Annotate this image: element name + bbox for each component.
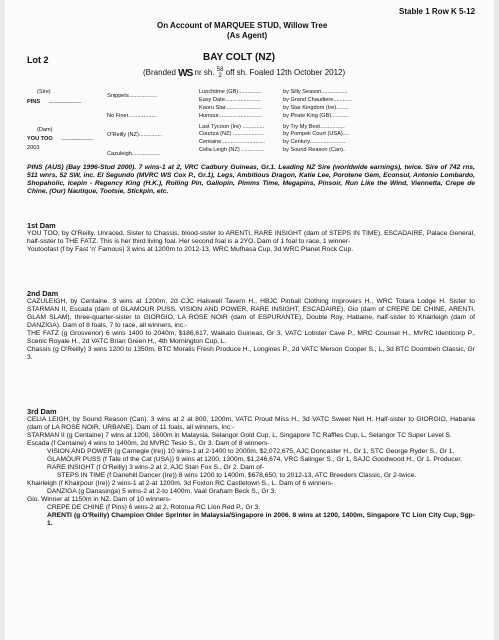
g4-item: by Sound Reason (Can).. — [283, 147, 347, 154]
brand-suffix: off sh. Foaled 12th October 2012) — [225, 68, 346, 78]
lot-title: BAY COLT (NZ) — [203, 52, 276, 63]
second-dam-progeny: Chassis (g O'Reilly) 3 wins 1200 to 1350m, BTC Moralis Fresh Produce H., Longines P., 2d VATC Merson Cooper S., L, 3d BTC Doomben Classic, Gr 3. — [27, 346, 475, 361]
brand-fraction-bottom: 2 — [218, 73, 222, 79]
sire-name: PINS — [27, 99, 41, 105]
dam-foaled-year: 2003 — [27, 145, 40, 151]
g3-item: Kaoru Star....................... — [199, 104, 262, 111]
third-dam-progeny: ARENTI (g O'Reilly) Champion Older Sprinter in Malaysia/Singapore in 2006. 8 wins at 1200, 1400m, Singapore TC Lion City Cup, Sgp-1. — [47, 512, 475, 527]
third-dam-progeny: Gio. Winner at 1150m in NZ. Dam of 10 winners- — [27, 496, 172, 503]
brand-mid: nr sh. — [194, 68, 215, 78]
g3-item: Courtza (NZ) .................... — [199, 131, 264, 138]
g3-item: Lunchtime (GB)............... — [199, 89, 262, 95]
g3-item: Last Tycoon (Ire) .............. — [199, 123, 265, 130]
sire-label: (Sire) — [37, 89, 51, 95]
grandsire-2: O'Reilly (NZ)............... — [107, 132, 163, 138]
catalogue-page — [5, 0, 494, 640]
third-dam-progeny: Escada (f Centaine) 4 wins to 1400m, 2d MVRC Tesio S., Gr 3. Dam of 8 winners- — [27, 440, 270, 447]
third-dam-progeny: VISION AND POWER (g Carnegie (Ire)) 10 wins-1 at 2-1400 to 2000m, $2,072,675, AJC Doncaster H., Gr 1, STC George Ryder S., Gr 1. — [47, 448, 455, 455]
brand-fraction — [217, 67, 224, 79]
g4-list — [283, 89, 352, 155]
granddam-1: No Finer.................. — [107, 113, 157, 119]
first-dam-text: YOU TOO, by O'Reilly. Unraced. Sister to Chassis, blood-sister to ARENTI, RARE INSIGHT (dam of STEPS IN TIME), ESCADAIRE, Palace General, half-sister to THE FATZ. This is her third living foal. Her second foal is a 2YO. Dam of 1 foal to race, 1 winner- — [27, 230, 475, 245]
sire-dots: .............................. — [49, 99, 81, 105]
lot-number: Lot 2 — [27, 55, 49, 65]
g3-list — [199, 89, 265, 155]
third-dam-progeny: STARMAN II (g Centaine) 7 wins at 1200, 1600m in Malaysia, Selangor Gold Cup, L, Singapore TC Raffles Cup, L, Selangor TC Super Level S. — [27, 432, 452, 439]
first-dam-section — [27, 218, 475, 254]
vendor-line: On Account of MARQUEE STUD, Willow Tree — [157, 21, 328, 30]
g3-item: Humour............................ — [199, 112, 263, 119]
g4-item: by Century....................... — [283, 139, 346, 146]
brand-fraction-top: 58 — [216, 67, 224, 73]
third-dam-progeny: RARE INSIGHT (f O'Reilly) 3 wins-2 at 2, AJC Stan Fox S., Gr 2. Dam of- — [47, 464, 265, 471]
brand-mark: WS — [178, 68, 193, 80]
g4-item: by Try My Best................ — [283, 123, 345, 130]
third-dam-progeny: STEPS IN TIME (f Danehill Dancer (Ire)) 8 wins 1200 to 1400m, $678,650, to 2012-13, ATC Breeders Classic, Gr 2-twice. — [57, 472, 417, 479]
granddam-2: Cazuleigh.................. — [107, 151, 160, 157]
second-dam-text: CAZULEIGH, by Centaine. 3 wins at 1200m, 2d CJC Halswell Tavern H., HBJC Pinball Clothing Improvers H., WRC Totara Lodge H. Sister to STARMAN II, Escada (dam of GLAMOUR PUSS, VISION AND POWER, RARE INSIGHT, ESCADAIRE), Gio (dam of CREPE DE CHINE, ARENTI, GLAM SLAM), three-quarter-sister to GIORGIO, LA ROSE NOIR (dam of ESPURANTE), Double Roy, Habaine, half-sister to Khairleigh (dam of DANZIGA). Dam of 8 foals, 7 to race, all winners, inc:- — [27, 298, 475, 329]
g4-item: by Silly Season................. — [283, 89, 348, 95]
first-dam-heading: 1st Dam — [27, 221, 56, 230]
g3-item: Celia Leigh (NZ) ............... — [199, 147, 265, 154]
g3-item: Centaine............................ — [199, 139, 265, 146]
dam-label: (Dam) — [37, 127, 53, 133]
first-dam-progeny: Youtoofast (f by Fast 'n' Famous) 3 wins at 1200m to 2012-13, WRC Mufhasa Cup, 3d WRC Planet Rock Cup. — [27, 246, 354, 253]
second-dam-progeny: THE FATZ (g Grosvenor) 6 wins 1400 to 2040m, $186,617, Waikato Guineas, Gr 3, VATC Lobster Cave P., MRC Counsel H., MVRC Identicorp P., Scenic Royale H., 2d VATC Brian Green H., 4th Mornington Cup, L. — [27, 330, 475, 345]
third-dam-text: CELIA LEIGH, by Sound Reason (Can). 3 wins at 2 at 800, 1200m, VATC Proud Miss H., 3d VATC Sweet Nell H. Half-sister to GIORGIO, Habania (dam of LA ROSE NOIR, URBANE). Dam of 11 foals, all winners, inc:- — [27, 416, 475, 431]
g4-item: by Pirate King (GB)........... — [283, 112, 349, 119]
dam-dots: .............................. — [61, 136, 93, 142]
third-dam-progeny: DANZIGA (g Danasinga) 5 wins-2 at 2-to 1400m, Vaal Graham Beck S., Gr 3. — [47, 488, 277, 495]
second-dam-section — [27, 286, 475, 362]
g4-item: by Grand Chaudiere............ — [283, 96, 353, 103]
third-dam-progeny: CREPE DE CHINE (f Pins) 6 wins-2 at 2, Rotorua RC Lion Red P., Gr 3. — [47, 504, 261, 511]
second-dam-heading: 2nd Dam — [27, 289, 59, 298]
stable-location: Stable 1 Row K 5-12 — [399, 7, 476, 16]
agent-line: (As Agent) — [227, 31, 268, 40]
dam-name: YOU TOO — [27, 136, 53, 142]
g3-item: Easy Date....................... — [199, 96, 261, 103]
g4-item: by Star Kingdom (Ire)........ — [283, 104, 349, 111]
grandsire-1: Snippets.................. — [107, 93, 157, 99]
g4-item: by Pompeii Court (USA).... — [283, 131, 349, 138]
brand-line — [143, 67, 345, 79]
third-dam-section — [27, 404, 475, 528]
brand-prefix: (Branded — [143, 68, 176, 78]
third-dam-heading: 3rd Dam — [27, 407, 57, 416]
third-dam-progeny: Khairleigh (f Khairpour (Ire)) 2 wins-1 at 2-at 1200m, 3d Foxton RC Castletown S., L. Dam of 6 winners- — [27, 480, 334, 487]
third-dam-progeny: GLAMOUR PUSS (f Tale of the Cat (USA)) 9 wins at 1200, 1300m, $1,246,674, VRC Salinger S., Gr 1, SAJC Goodwood H., Gr 1. Producer. — [47, 456, 463, 463]
sire-summary: PINS (AUS) (Bay 1996-Stud 2000). 7 wins-1 at 2, VRC Cadbury Guineas, Gr.1. Leading NZ Sire (worldwide earnings), twice. Sire of 742 rns, 511 wnrs, 52 SW, inc. El Segundo (MVRC WS Cox P., Gr.1), Legs, Ambitious Dragon, Katie Lee, Porotene Gem, Econsul, Antonio Lombardo, Shopaholic, Icepin - Regency King (H.K.), Rolling Pin, Gallopin, Pimms Time, Megapins, Pinsoir, Run Like the Wind, Viennetta, Crepe de Chine, (Our) Nautique, Tootsie, Stickpin, etc. — [27, 164, 475, 195]
